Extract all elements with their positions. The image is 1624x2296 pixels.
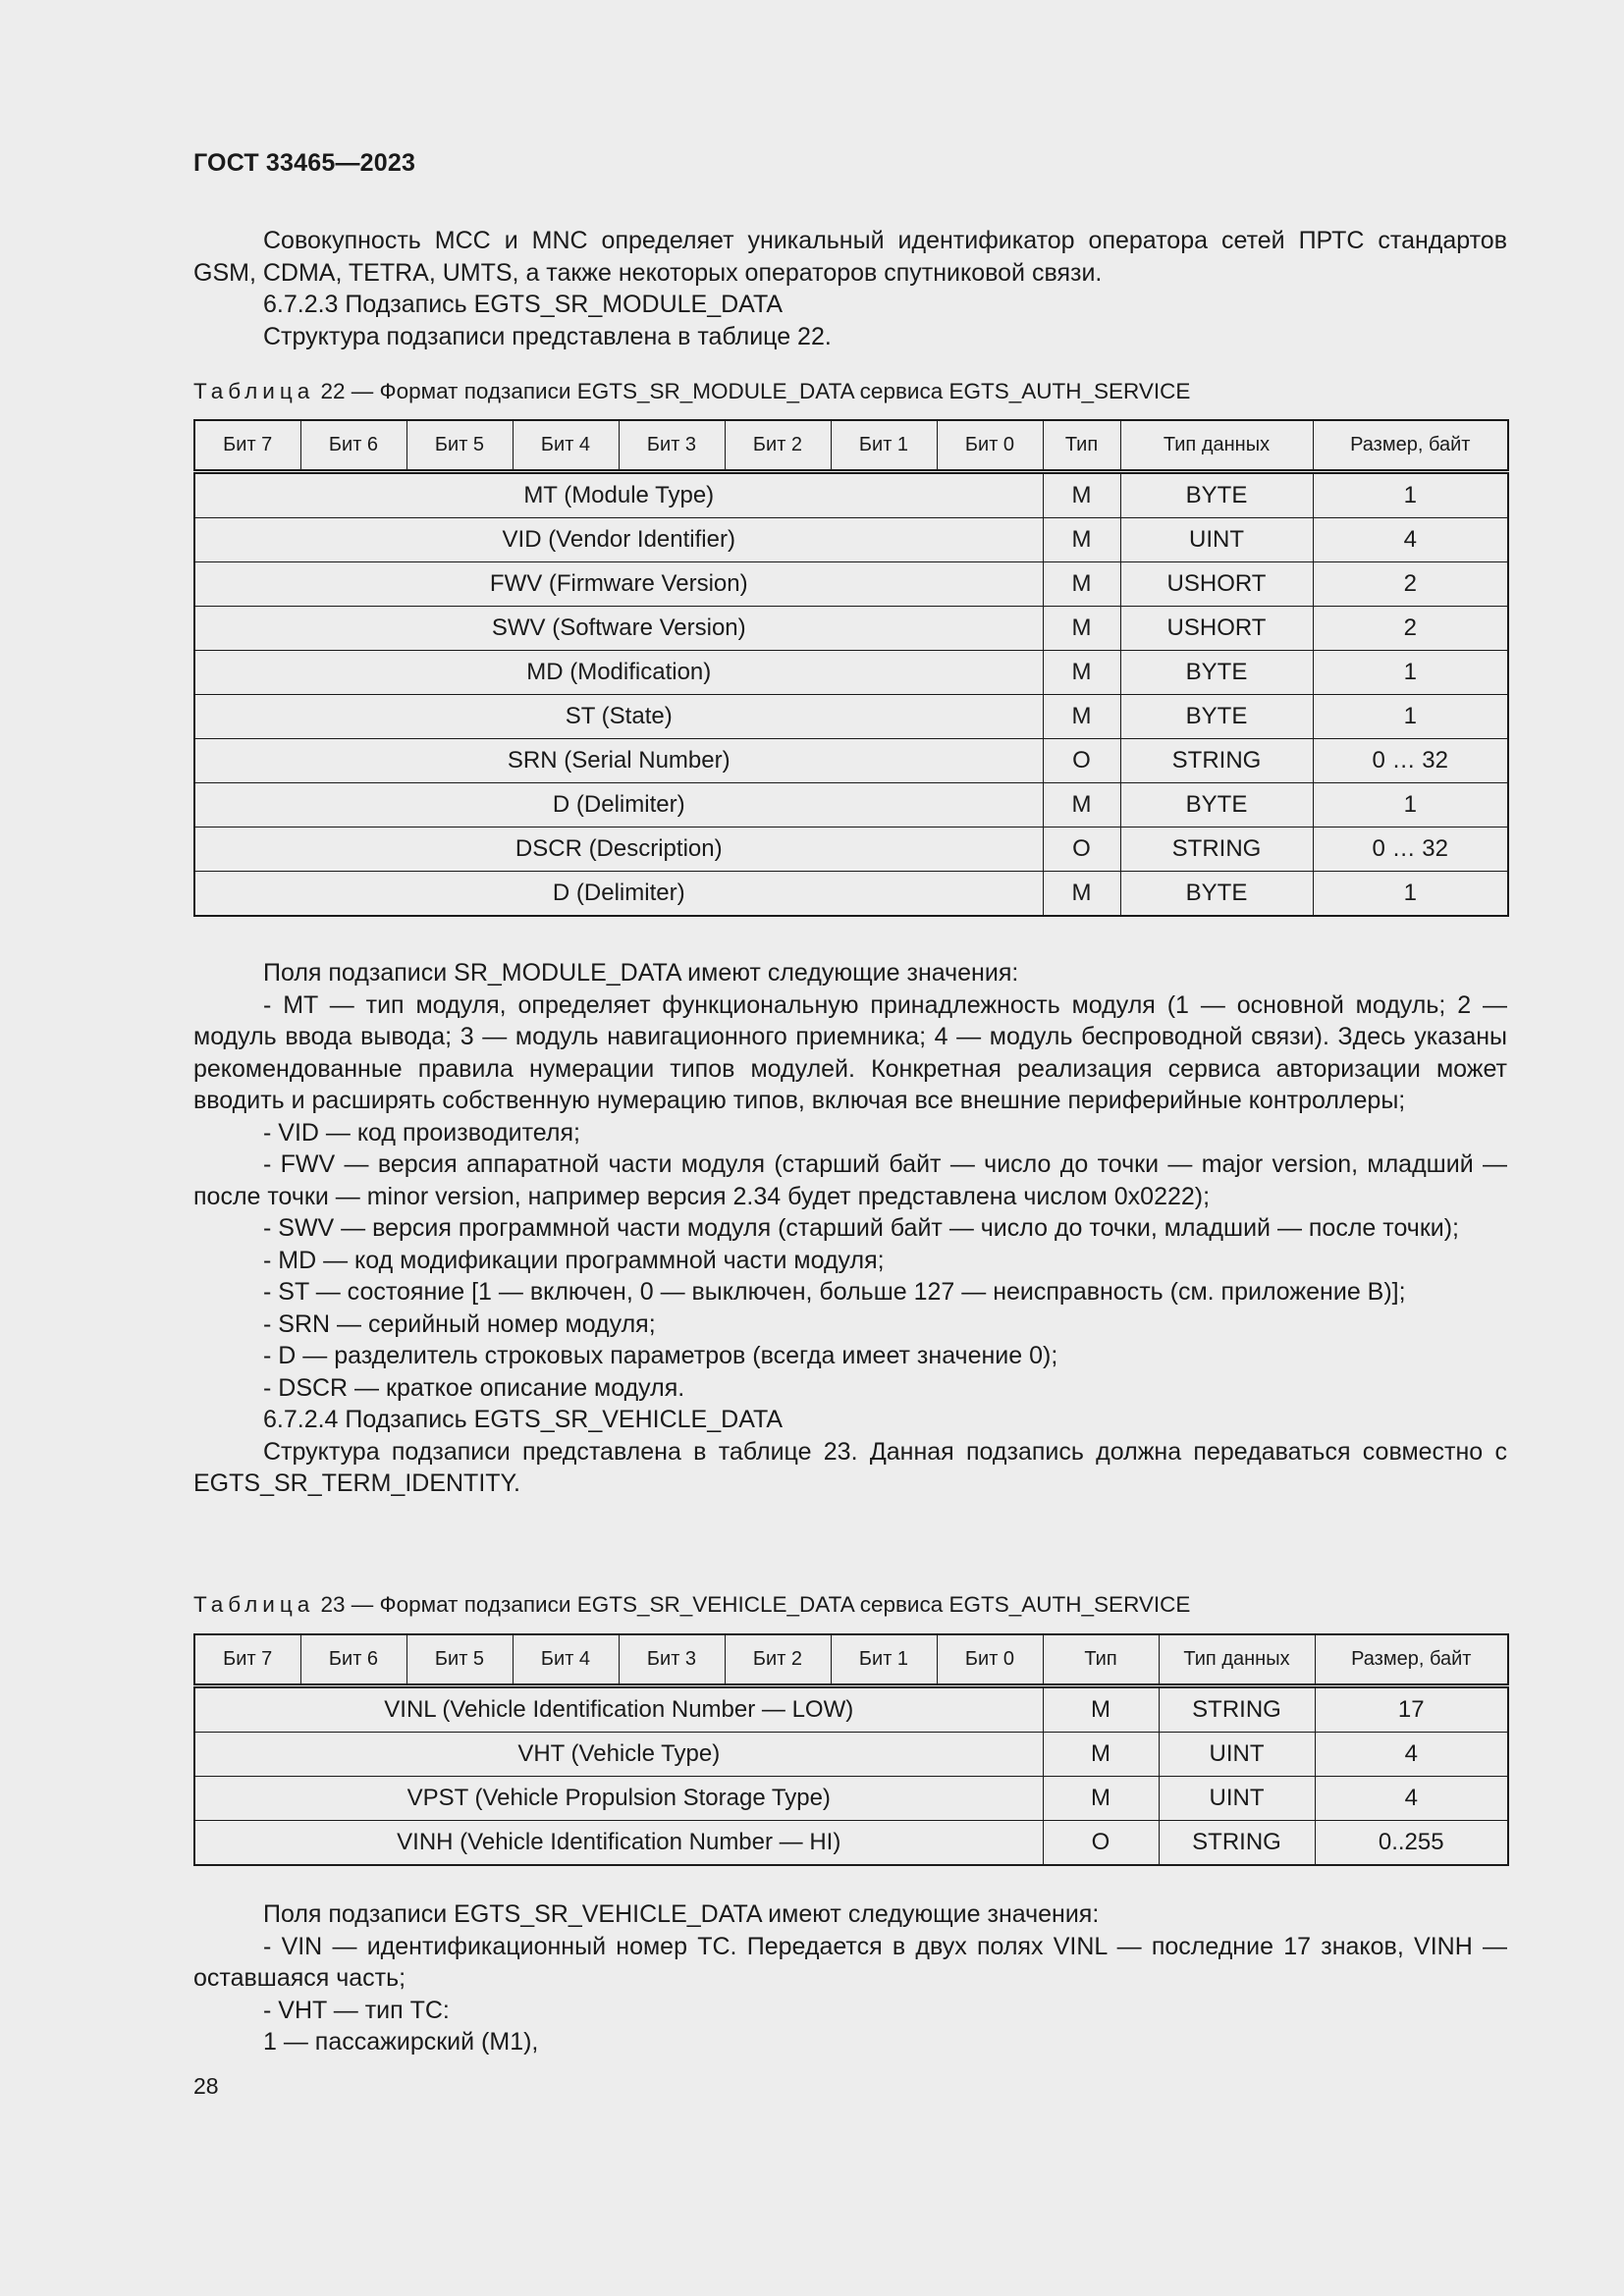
page-number: 28 — [193, 2073, 219, 2099]
field-desc-mt: - MT — тип модуля, определяет функциональную принадлежность модуля (1 — основной модуль; 2 — модуль ввода вывода; 3 — модуль навигационного приемника; 4 — модуль беспроводной связи). Здесь указаны рекомендованные правила нумерации типов модулей. Конкретная реализация сервиса авторизации может вводить и расширять собственную нумерацию типов, включая все внешние периферийные контроллеры; — [193, 990, 1507, 1114]
table22-caption — [193, 378, 1190, 405]
header-cell: Бит 6 — [300, 1634, 406, 1686]
type-cell: M — [1043, 518, 1120, 562]
header-cell: Бит 4 — [513, 420, 619, 472]
field-desc-vid: - VID — код производителя; — [263, 1118, 580, 1147]
field-desc-dscr: - DSCR — краткое описание модуля. — [263, 1373, 685, 1402]
data-type-cell: BYTE — [1120, 695, 1313, 739]
type-cell: M — [1043, 1777, 1159, 1821]
header-cell: Бит 0 — [937, 1634, 1043, 1686]
field-name-cell: SWV (Software Version) — [194, 607, 1043, 651]
field-name-cell: VHT (Vehicle Type) — [194, 1733, 1043, 1777]
field-name-cell: SRN (Serial Number) — [194, 739, 1043, 783]
table-header-row — [194, 420, 1508, 472]
header-cell: Бит 0 — [937, 420, 1043, 472]
table22-caption-text: 22 — Формат подзаписи EGTS_SR_MODULE_DATA сервиса EGTS_AUTH_SERVICE — [320, 379, 1191, 403]
table-row — [194, 1777, 1508, 1821]
table-23 — [193, 1633, 1509, 1866]
type-cell: M — [1043, 1686, 1159, 1733]
data-type-cell: STRING — [1159, 1821, 1315, 1866]
size-cell: 0 … 32 — [1313, 739, 1508, 783]
header-cell: Бит 1 — [831, 1634, 937, 1686]
vehicle-fields-intro: Поля подзаписи EGTS_SR_VEHICLE_DATA имеют следующие значения: — [263, 1900, 1100, 1928]
type-cell: O — [1043, 828, 1120, 872]
type-cell: M — [1043, 562, 1120, 607]
size-cell: 4 — [1315, 1733, 1508, 1777]
table-row — [194, 651, 1508, 695]
size-cell: 1 — [1313, 872, 1508, 917]
header-cell: Тип — [1043, 1634, 1159, 1686]
module-fields-intro: Поля подзаписи SR_MODULE_DATA имеют следующие значения: — [263, 959, 1019, 987]
header-cell: Бит 5 — [406, 420, 513, 472]
header-cell: Размер, байт — [1313, 420, 1508, 472]
table23-caption — [193, 1591, 1190, 1619]
table23-caption-word: Таблица — [193, 1592, 315, 1617]
field-desc-d: - D — разделитель строковых параметров (всегда имеет значение 0); — [263, 1342, 1058, 1369]
type-cell: O — [1043, 739, 1120, 783]
table-header-row — [194, 1634, 1508, 1686]
field-name-cell: VID (Vendor Identifier) — [194, 518, 1043, 562]
data-type-cell: UINT — [1120, 518, 1313, 562]
section-heading-6724: 6.7.2.4 Подзапись EGTS_SR_VEHICLE_DATA — [263, 1406, 784, 1433]
size-cell: 4 — [1313, 518, 1508, 562]
size-cell: 1 — [1313, 472, 1508, 518]
header-cell: Тип данных — [1159, 1634, 1315, 1686]
table-row — [194, 783, 1508, 828]
field-name-cell: VPST (Vehicle Propulsion Storage Type) — [194, 1777, 1043, 1821]
type-cell: O — [1043, 1821, 1159, 1866]
data-type-cell: BYTE — [1120, 783, 1313, 828]
intro-block — [193, 225, 1507, 352]
table-row — [194, 562, 1508, 607]
size-cell: 17 — [1315, 1686, 1508, 1733]
type-cell: M — [1043, 1733, 1159, 1777]
table22-caption-word: Таблица — [193, 379, 315, 403]
data-type-cell: USHORT — [1120, 607, 1313, 651]
table-row — [194, 1686, 1508, 1733]
header-cell: Бит 5 — [406, 1634, 513, 1686]
table-row — [194, 1821, 1508, 1866]
field-name-cell: DSCR (Description) — [194, 828, 1043, 872]
module-fields-block — [193, 957, 1507, 1500]
type-cell: M — [1043, 651, 1120, 695]
table-row — [194, 828, 1508, 872]
size-cell: 0..255 — [1315, 1821, 1508, 1866]
size-cell: 0 … 32 — [1313, 828, 1508, 872]
data-type-cell: STRING — [1120, 828, 1313, 872]
field-name-cell: MD (Modification) — [194, 651, 1043, 695]
table-row — [194, 607, 1508, 651]
header-cell: Тип — [1043, 420, 1120, 472]
data-type-cell: STRING — [1159, 1686, 1315, 1733]
size-cell: 1 — [1313, 651, 1508, 695]
type-cell: M — [1043, 783, 1120, 828]
data-type-cell: UINT — [1159, 1733, 1315, 1777]
field-name-cell: D (Delimiter) — [194, 783, 1043, 828]
header-cell: Бит 2 — [725, 420, 831, 472]
data-type-cell: BYTE — [1120, 651, 1313, 695]
table23-reference: Структура подзаписи представлена в таблице 23. Данная подзапись должна передаваться совместно с EGTS_SR_TERM_IDENTITY. — [193, 1437, 1507, 1497]
field-desc-vin: - VIN — идентификационный номер ТС. Передается в двух полях VINL — последние 17 знаков, VINH — оставшаяся часть; — [193, 1932, 1507, 1992]
intro-paragraph: Совокупность MCC и MNC определяет уникальный идентификатор оператора сетей ПРТС стандартов GSM, CDMA, TETRA, UMTS, а также некоторых операторов спутниковой связи. — [193, 227, 1507, 287]
field-name-cell: D (Delimiter) — [194, 872, 1043, 917]
header-cell: Бит 2 — [725, 1634, 831, 1686]
size-cell: 4 — [1315, 1777, 1508, 1821]
table-row — [194, 739, 1508, 783]
field-name-cell: VINL (Vehicle Identification Number — LOW) — [194, 1686, 1043, 1733]
table22-reference: Структура подзаписи представлена в таблице 22. — [263, 322, 832, 350]
header-cell: Бит 6 — [300, 420, 406, 472]
data-type-cell: BYTE — [1120, 472, 1313, 518]
table-row — [194, 695, 1508, 739]
section-heading-6723: 6.7.2.3 Подзапись EGTS_SR_MODULE_DATA — [263, 291, 784, 318]
header-cell: Бит 3 — [619, 1634, 725, 1686]
field-name-cell: FWV (Firmware Version) — [194, 562, 1043, 607]
header-cell: Бит 3 — [619, 420, 725, 472]
table-row — [194, 1733, 1508, 1777]
type-cell: M — [1043, 872, 1120, 917]
size-cell: 2 — [1313, 562, 1508, 607]
field-desc-st: - ST — состояние [1 — включен, 0 — выключен, больше 127 — неисправность (см. приложение В)]; — [263, 1278, 1406, 1306]
type-cell: M — [1043, 607, 1120, 651]
field-desc-md: - MD — код модификации программной части модуля; — [263, 1246, 885, 1274]
type-cell: M — [1043, 472, 1120, 518]
header-cell: Размер, байт — [1315, 1634, 1508, 1686]
table-22 — [193, 419, 1509, 917]
field-name-cell: ST (State) — [194, 695, 1043, 739]
type-cell: M — [1043, 695, 1120, 739]
vehicle-type-m1: 1 — пассажирский (М1), — [263, 2028, 539, 2056]
table23-caption-text: 23 — Формат подзаписи EGTS_SR_VEHICLE_DATA сервиса EGTS_AUTH_SERVICE — [320, 1592, 1191, 1617]
data-type-cell: USHORT — [1120, 562, 1313, 607]
field-desc-swv: - SWV — версия программной части модуля (старший байт — число до точки, младший — после точки); — [263, 1214, 1459, 1242]
table-row — [194, 472, 1508, 518]
field-desc-vht: - VHT — тип ТС: — [263, 1996, 450, 2024]
header-cell: Бит 7 — [194, 420, 300, 472]
data-type-cell: STRING — [1120, 739, 1313, 783]
field-name-cell: VINH (Vehicle Identification Number — HI) — [194, 1821, 1043, 1866]
vehicle-fields-block — [193, 1898, 1507, 2058]
field-name-cell: MT (Module Type) — [194, 472, 1043, 518]
size-cell: 1 — [1313, 783, 1508, 828]
field-desc-fwv: - FWV — версия аппаратной части модуля (старший байт — число до точки — major version, младший — после точки — minor version, например версия 2.34 будет представлена числом 0x0222); — [193, 1150, 1507, 1210]
header-cell: Бит 7 — [194, 1634, 300, 1686]
data-type-cell: BYTE — [1120, 872, 1313, 917]
size-cell: 2 — [1313, 607, 1508, 651]
document-header: ГОСТ 33465—2023 — [193, 149, 416, 177]
table-row — [194, 872, 1508, 917]
table-row — [194, 518, 1508, 562]
header-cell: Тип данных — [1120, 420, 1313, 472]
field-desc-srn: - SRN — серийный номер модуля; — [263, 1309, 656, 1338]
header-cell: Бит 4 — [513, 1634, 619, 1686]
header-cell: Бит 1 — [831, 420, 937, 472]
data-type-cell: UINT — [1159, 1777, 1315, 1821]
size-cell: 1 — [1313, 695, 1508, 739]
